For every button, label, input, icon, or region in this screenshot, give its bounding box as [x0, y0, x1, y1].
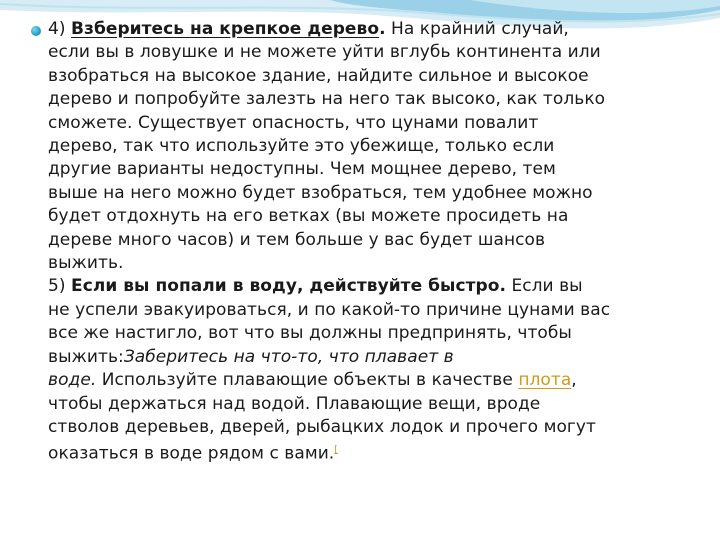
after-italic-text: Используйте плавающие объекты в качестве [96, 370, 519, 391]
text-line: будет отдохнуть на его ветках (вы можете просидеть на [48, 206, 569, 227]
text-line: стволов деревьев, дверей, рыбацких лодок и прочего могут [48, 416, 596, 437]
footnote-reference-link[interactable] [334, 445, 338, 455]
text-line: дерево и попробуйте залезть на него так высоко, как только [48, 89, 606, 110]
section-5-first-line-rest: Если вы [511, 276, 583, 297]
text-line: выжить. [48, 253, 124, 274]
text-line: если вы в ловушке и не можете уйти вглубь континента или [48, 42, 601, 63]
bullet-icon [31, 26, 41, 36]
section-5-first-line [48, 275, 698, 298]
raft-link[interactable]: плота [518, 370, 572, 391]
raft-line [48, 369, 698, 392]
text-line: чтобы держаться над водой. Плавающие вещи, вроде [48, 393, 541, 414]
survive-prefix: выжить: [48, 346, 124, 367]
section-4-number: 4) [48, 19, 66, 39]
italic-instruction-2: воде. [48, 370, 97, 391]
last-line [48, 439, 698, 466]
after-link-text: , [571, 370, 577, 391]
section-5-number: 5) [48, 276, 66, 297]
text-line: выше на него можно будет взобраться, тем удобнее можно [48, 182, 593, 203]
section-4-first-line-rest: На крайний случай, [391, 19, 569, 39]
survive-line [48, 346, 698, 369]
section-4-first-line [48, 18, 698, 41]
section-5-heading: Если вы попали в воду, действуйте быстро. [71, 276, 506, 297]
italic-instruction-1: Заберитесь на что-то, что плавает в [123, 346, 454, 367]
text-line: не успели эвакуироваться, и по какой-то причине цунами вас [48, 299, 611, 320]
text-line: дереве много часов) и тем больше у вас будет шансов [48, 229, 546, 250]
text-line: взобраться на высокое здание, найдите сильное и высокое [48, 65, 589, 86]
last-line-text: оказаться в воде рядом с вами. [48, 443, 335, 464]
section-4-heading: Взберитесь на крепкое дерево [71, 19, 380, 39]
section-5-paragraph [18, 275, 698, 466]
text-line: другие варианты недоступны. Чем мощнее дерево, тем [48, 159, 556, 180]
text-line: все же настигло, вот что вы должны предпринять, чтобы [48, 323, 572, 344]
slide-body [18, 18, 698, 466]
ref-open: [ [334, 445, 338, 456]
section-4-heading-dot: . [379, 19, 386, 39]
text-line: дерево, так что используйте это убежище, только если [48, 136, 555, 157]
section-4-paragraph [18, 18, 698, 275]
text-line: сможете. Существует опасность, что цунами повалит [48, 112, 539, 133]
